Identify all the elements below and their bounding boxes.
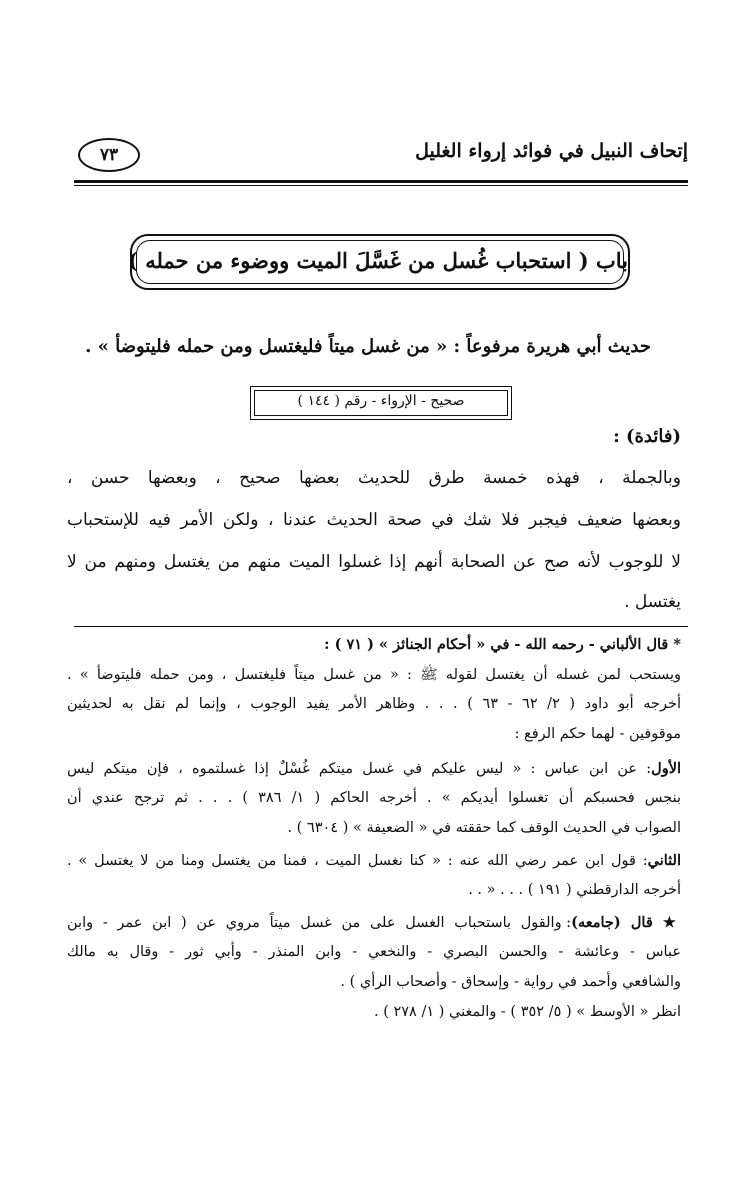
second-report-line	[67, 852, 681, 869]
header-rule	[74, 180, 688, 183]
compiler-note-line: والشافعي وأحمد في رواية - وإسحاق - وأصحاب الرأي ) .	[340, 974, 681, 990]
grade-box	[250, 386, 512, 420]
page-number: ٧٣	[78, 138, 140, 172]
albani-note-line: أخرجه أبو داود ( ٢/ ٦٢ - ٦٣ ) . . . وظاهر الأمر يفيد الوجوب ، وإنما لم نقل به لحديثين	[67, 696, 681, 712]
compiler-note-line	[67, 914, 681, 931]
second-report-text: : قول ابن عمر رضي الله عنه : « كنا نغسل الميت ، فمنا من يغتسل ومنا من لا يغتسل » .	[67, 853, 648, 869]
grade-text: صحيح - الإرواء - رقم ( ١٤٤ )	[297, 393, 465, 409]
faida-heading: (فائدة) :	[613, 426, 681, 447]
compiler-note-text: : والقول باستحباب الغسل على من غسل ميتاً مروي عن ( ابن عمر - وابن	[67, 915, 572, 931]
chapter-title-box	[127, 234, 630, 290]
compiler-note-line: عباس - وعائشة - والحسن البصري - والنخعي - وابن المنذر - وأبي ثور - وقال به مالك	[67, 944, 681, 960]
book-title: إتحاف النبيل في فوائد إرواء الغليل	[415, 140, 688, 162]
main-paragraph-line: وبالجملة ، فهذه خمسة طرق للحديث بعضها صحيح ، وبعضها حسن ،	[67, 468, 681, 488]
chapter-title: باب ( استحباب غُسل من غَسَّلَ الميت ووضوء من حمله )	[127, 248, 628, 273]
first-report-line: الصواب في الحديث الوقف كما حققته في « الضعيفة » ( ٦٣٠٤ ) .	[287, 820, 681, 836]
running-header	[74, 138, 688, 182]
albani-note-line: ويستحب لمن غسله أن يغتسل لقوله ﷺ : « من غسل ميتاً فليغتسل ، ومن حمله فليتوضأ » .	[67, 667, 681, 683]
main-paragraph-line: يغتسل .	[624, 592, 681, 612]
first-report-line	[67, 760, 681, 777]
first-report-text: : عن ابن عباس : « ليس عليكم في غسل ميتكم غُسْلٌ إذا غسلتموه ، فإن ميتكم ليس	[67, 761, 652, 777]
header-rule-thin	[74, 185, 688, 186]
compiler-note-label: ★ قال (جامعه)	[571, 914, 682, 931]
second-report-label: الثاني	[647, 852, 681, 869]
first-report-line: بنجس فحسبكم أن تغسلوا أيديكم » . أخرجه الحاكم ( ١/ ٣٨٦ ) . . . ثم ترجح عندي أن	[67, 790, 681, 806]
hadith-text: حديث أبي هريرة مرفوعاً : « من غسل ميتاً فليغتسل ومن حمله فليتوضأ » .	[85, 336, 651, 357]
compiler-note-line: انظر « الأوسط » ( ٥/ ٣٥٢ ) - والمغني ( ١/ ٢٧٨ ) .	[374, 1004, 681, 1020]
albani-note-heading: * قال الألباني - رحمه الله - في « أحكام الجنائز » ( ٧١ ) :	[324, 636, 681, 653]
notes-divider	[74, 626, 688, 627]
albani-note-line: موقوفين - لهما حكم الرفع :	[514, 726, 681, 742]
second-report-line: أخرجه الدارقطني ( ١٩١ ) . . . « . .	[468, 882, 681, 898]
main-paragraph-line: لا للوجوب لأنه صح عن الصحابة أنهم إذا غسلوا الميت منهم من يغتسل ومنهم من لا	[67, 552, 681, 572]
main-paragraph-line: وبعضها ضعيف فيجبر فلا شك في صحة الحديث عندنا ، ولكن الأمر فيه للإستحباب	[67, 510, 681, 530]
first-report-label: الأول	[651, 760, 681, 777]
